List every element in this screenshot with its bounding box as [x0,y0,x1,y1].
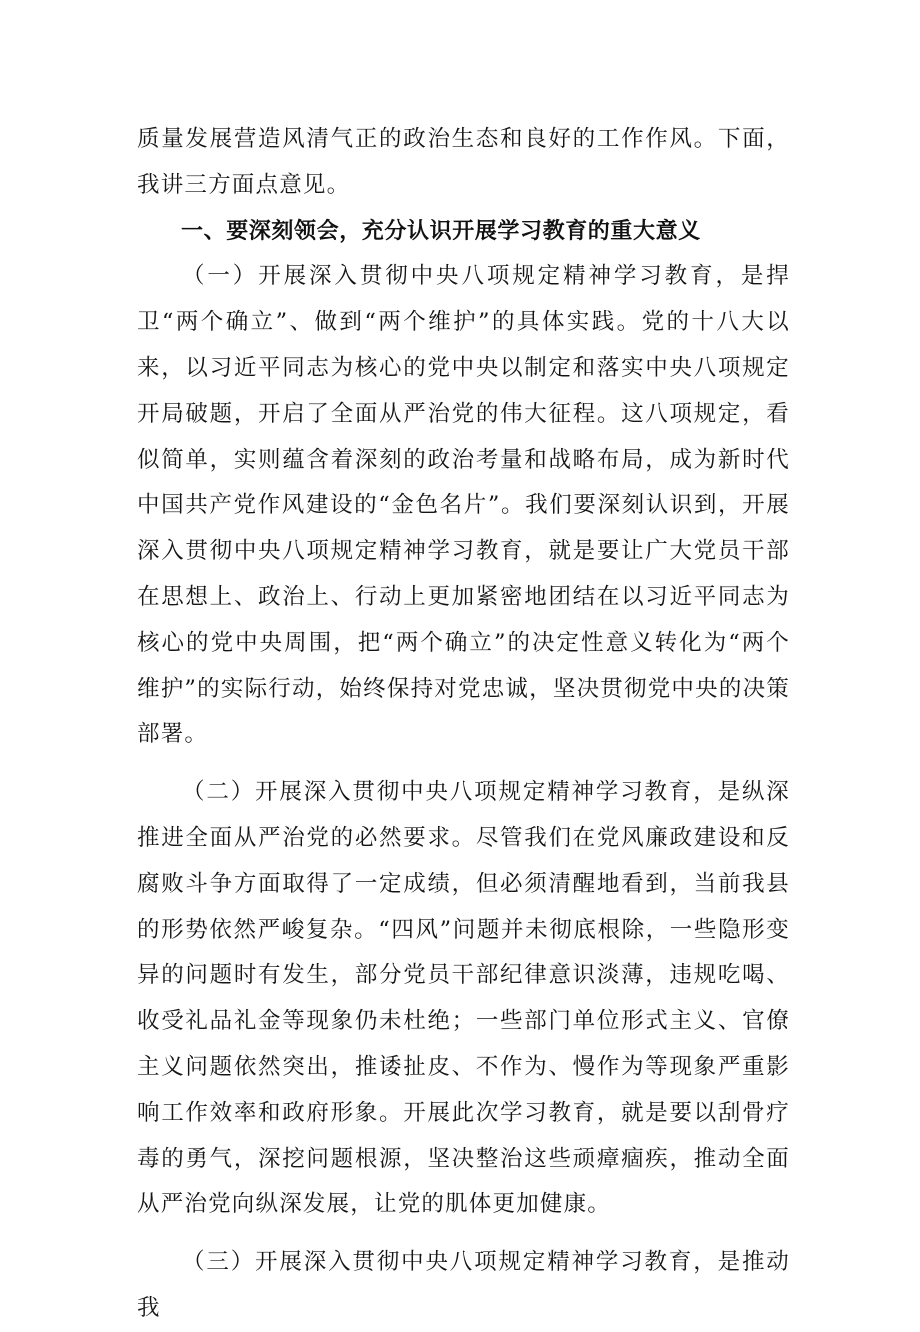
body-paragraph-2: （二）开展深入贯彻中央八项规定精神学习教育，是纵深推进全面从严治党的必然要求。尽管我们在党风廉政建设和反腐败斗争方面取得了一定成绩，但必须清醒地看到，当前我县的形势依然严峻复杂。“四风”问题并未彻底根除，一些隐形变异的问题时有发生，部分党员干部纪律意识淡薄，违规吃喝、收受礼品礼金等现象仍未杜绝；一些部门单位形式主义、官僚主义问题依然突出，推诿扯皮、不作为、慢作为等现象严重影响工作效率和政府形象。开展此次学习教育，就是要以刮骨疗毒的勇气，深挖问题根源，坚决整治这些顽瘴痼疾，推动全面从严治党向纵深发展，让党的肌体更加健康。 [137,779,790,1218]
intro-paragraph: 质量发展营造风清气正的政治生态和良好的工作作风。下面，我讲三方面点意见。 [137,126,790,198]
document-body [137,117,790,1332]
body-paragraph-3: （三）开展深入贯彻中央八项规定精神学习教育，是推动我 [137,1249,790,1321]
section-heading: 一、要深刻领会，充分认识开展学习教育的重大意义 [181,218,701,244]
body-paragraph-1: （一）开展深入贯彻中央八项规定精神学习教育，是捍卫“两个确立”、做到“两个维护”的具体实践。党的十八大以来，以习近平同志为核心的党中央以制定和落实中央八项规定开局破题，开启了全面从严治党的伟大征程。这八项规定，看似简单，实则蕴含着深刻的政治考量和战略布局，成为新时代中国共产党作风建设的“金色名片”。我们要深刻认识到，开展深入贯彻中央八项规定精神学习教育，就是要让广大党员干部在思想上、政治上、行动上更加紧密地团结在以习近平同志为核心的党中央周围，把“两个确立”的决定性意义转化为“两个维护”的实际行动，始终保持对党忠诚，坚决贯彻党中央的决策部署。 [137,263,790,748]
